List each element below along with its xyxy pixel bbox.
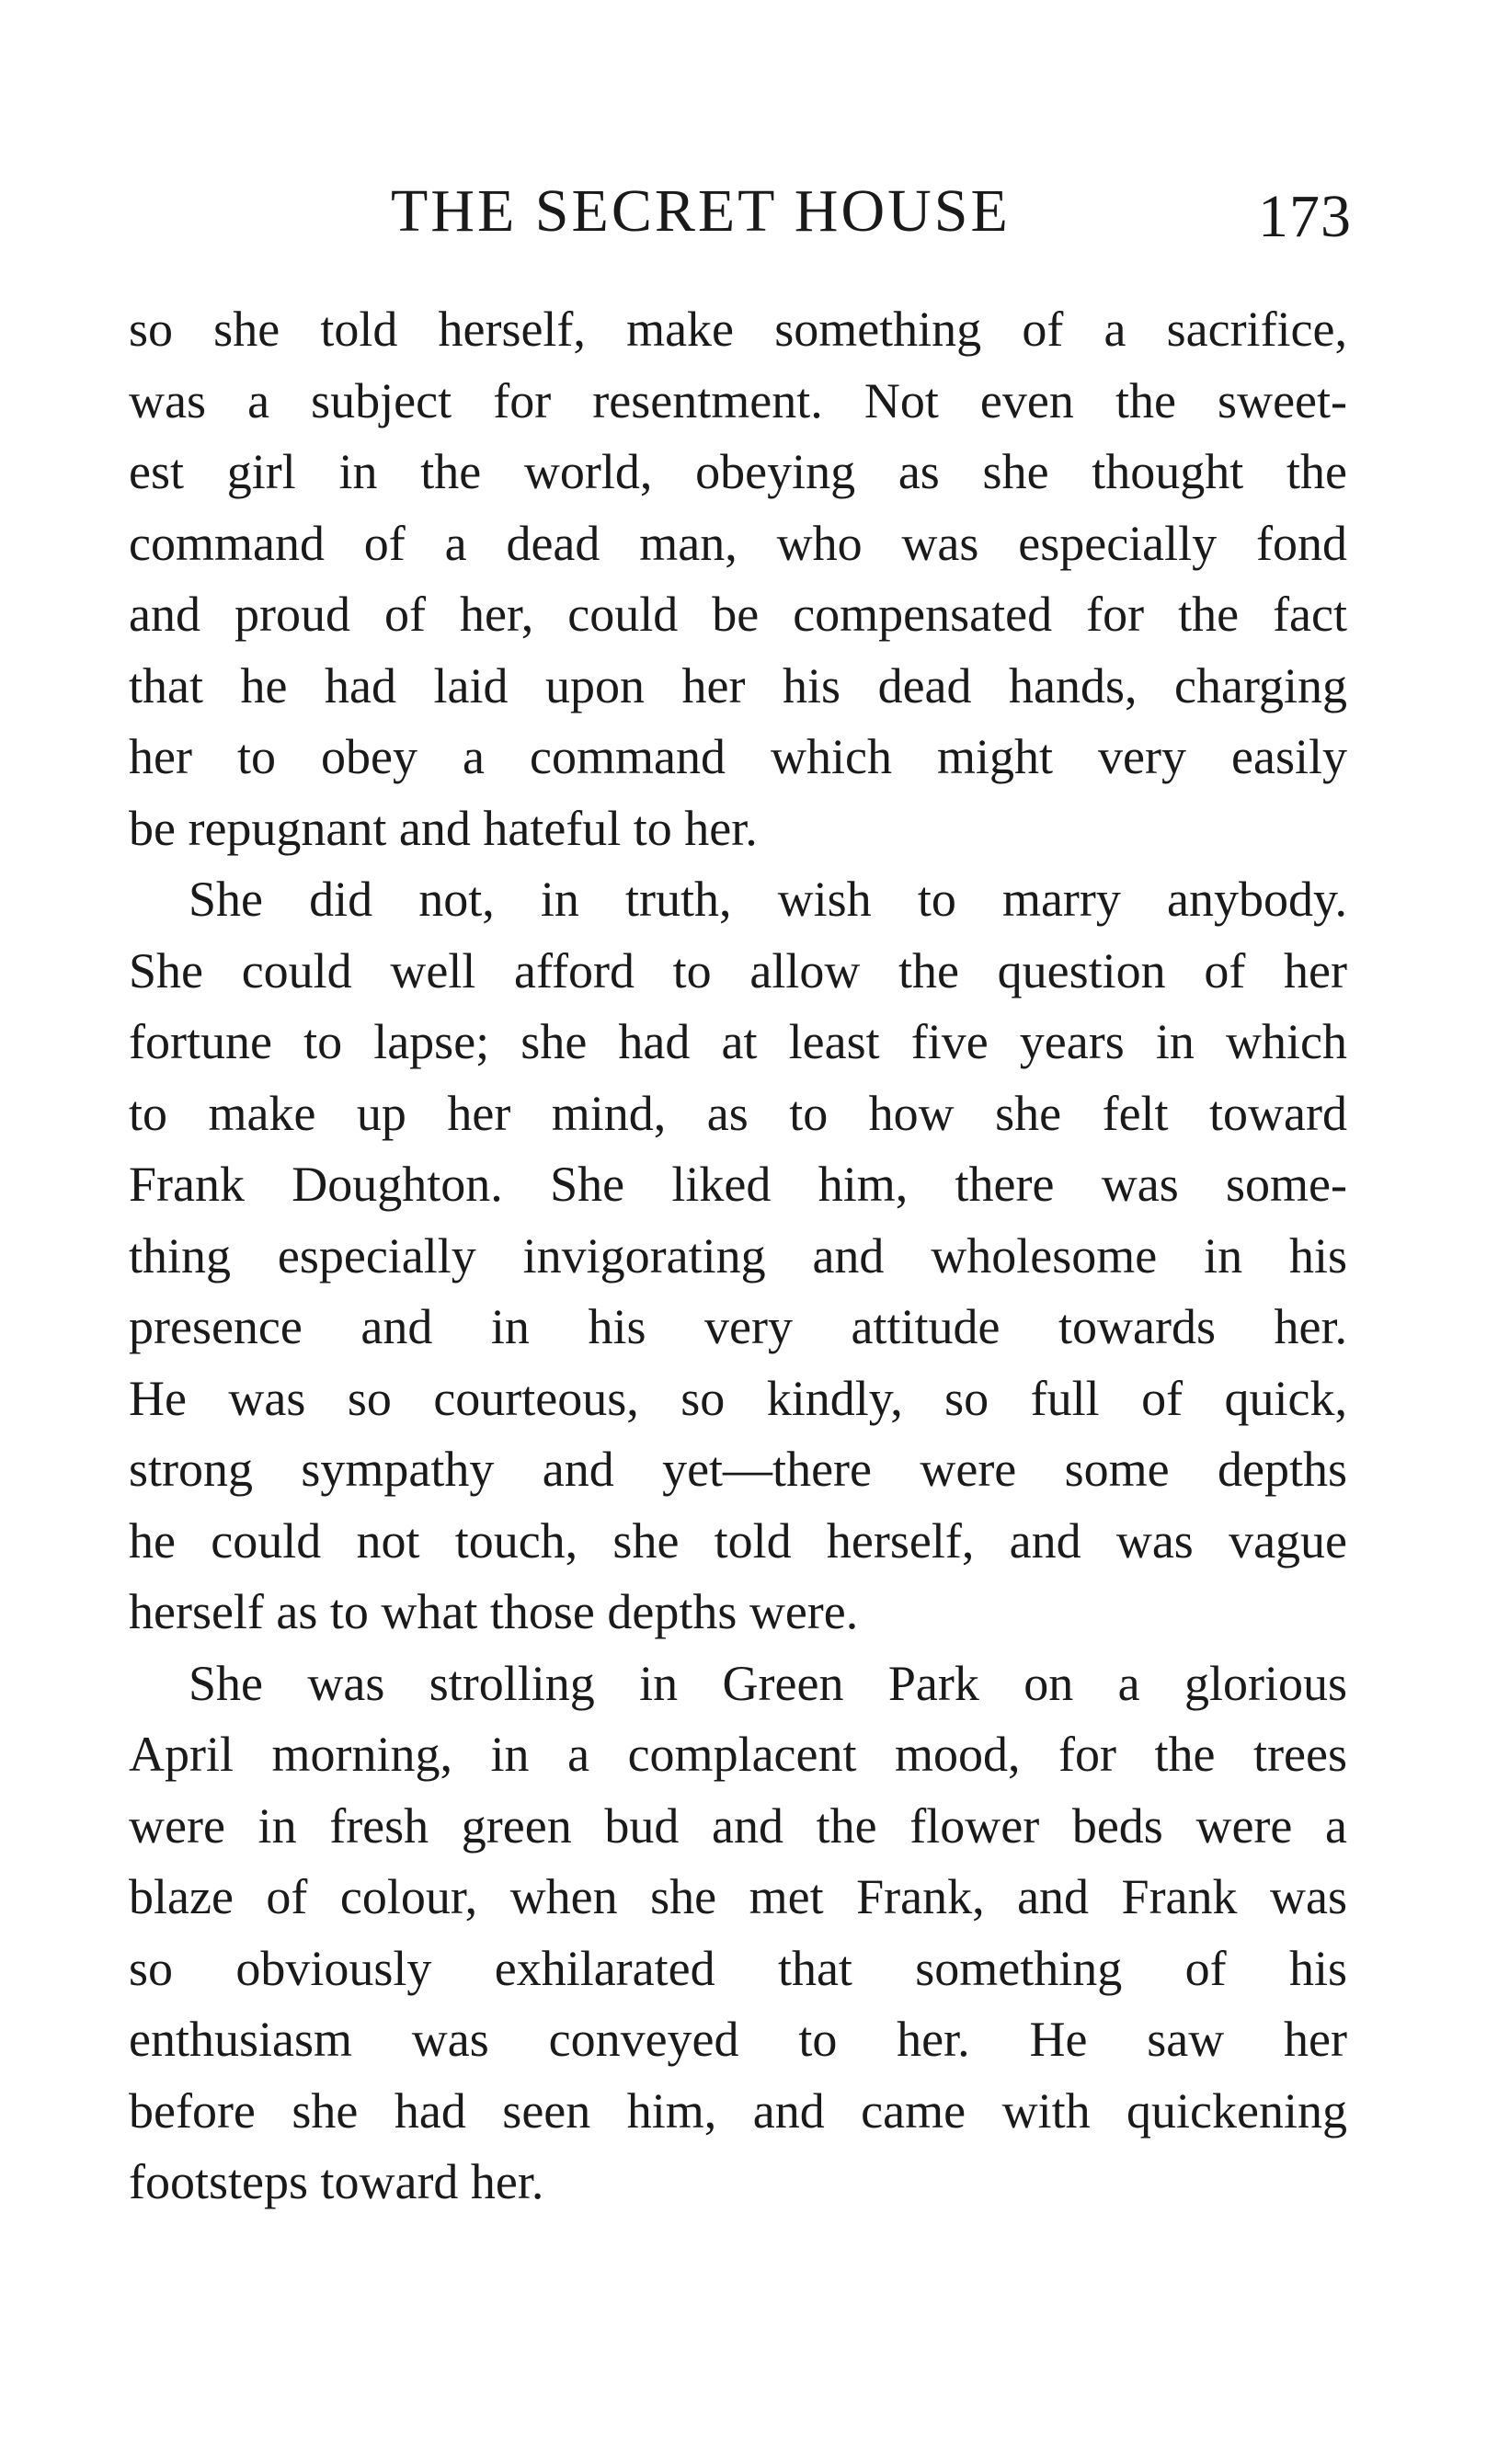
paragraph-3	[129, 1648, 1347, 2219]
running-title: THE SECRET HOUSE	[391, 177, 1011, 245]
text-line: She could well afford to allow the question of her	[129, 942, 1347, 998]
running-head	[129, 170, 1352, 253]
text-line: was a subject for resentment. Not even the sweet-	[129, 372, 1347, 428]
text-line: She did not, in truth, wish to marry anybody.	[189, 872, 1347, 927]
text-line: Frank Doughton. She liked him, there was some-	[129, 1157, 1347, 1212]
text-line: herself as to what those depths were.	[129, 1584, 859, 1639]
text-line: so obviously exhilarated that something of his	[129, 1940, 1347, 1996]
text-line: be repugnant and hateful to her.	[129, 800, 758, 856]
text-line: He was so courteous, so kindly, so full of quick,	[129, 1370, 1347, 1426]
text-line: enthusiasm was conveyed to her. He saw her	[129, 2012, 1347, 2067]
text-line: strong sympathy and yet—there were some depths	[129, 1442, 1347, 1497]
page-number: 173	[1258, 183, 1352, 250]
text-line: so she told herself, make something of a sacrifice,	[129, 302, 1347, 357]
paragraph-1	[129, 294, 1347, 864]
text-line: her to obey a command which might very easily	[129, 729, 1347, 784]
text-line: he could not touch, she told herself, and was vague	[129, 1512, 1347, 1569]
text-line: to make up her mind, as to how she felt toward	[129, 1085, 1347, 1141]
text-line: est girl in the world, obeying as she thought the	[129, 444, 1347, 499]
text-line: fortune to lapse; she had at least five years in which	[129, 1014, 1347, 1069]
text-line: presence and in his very attitude towards her.	[129, 1299, 1347, 1354]
text-line: that he had laid upon her his dead hands, charging	[129, 657, 1347, 713]
text-line: and proud of her, could be compensated for the fact	[129, 587, 1347, 642]
body-text	[129, 294, 1347, 2219]
text-line: before she had seen him, and came with quickening	[129, 2082, 1347, 2139]
text-line: She was strolling in Green Park on a glorious	[189, 1655, 1347, 1711]
text-line: were in fresh green bud and the flower beds were a	[129, 1797, 1347, 1854]
text-line: April morning, in a complacent mood, for the trees	[129, 1727, 1347, 1782]
text-line: blaze of colour, when she met Frank, and Frank was	[129, 1869, 1347, 1924]
paragraph-2	[129, 864, 1347, 1648]
text-line: thing especially invigorating and wholesome in his	[129, 1227, 1347, 1283]
text-line: command of a dead man, who was especially fond	[129, 515, 1347, 571]
text-line: footsteps toward her.	[129, 2154, 544, 2209]
